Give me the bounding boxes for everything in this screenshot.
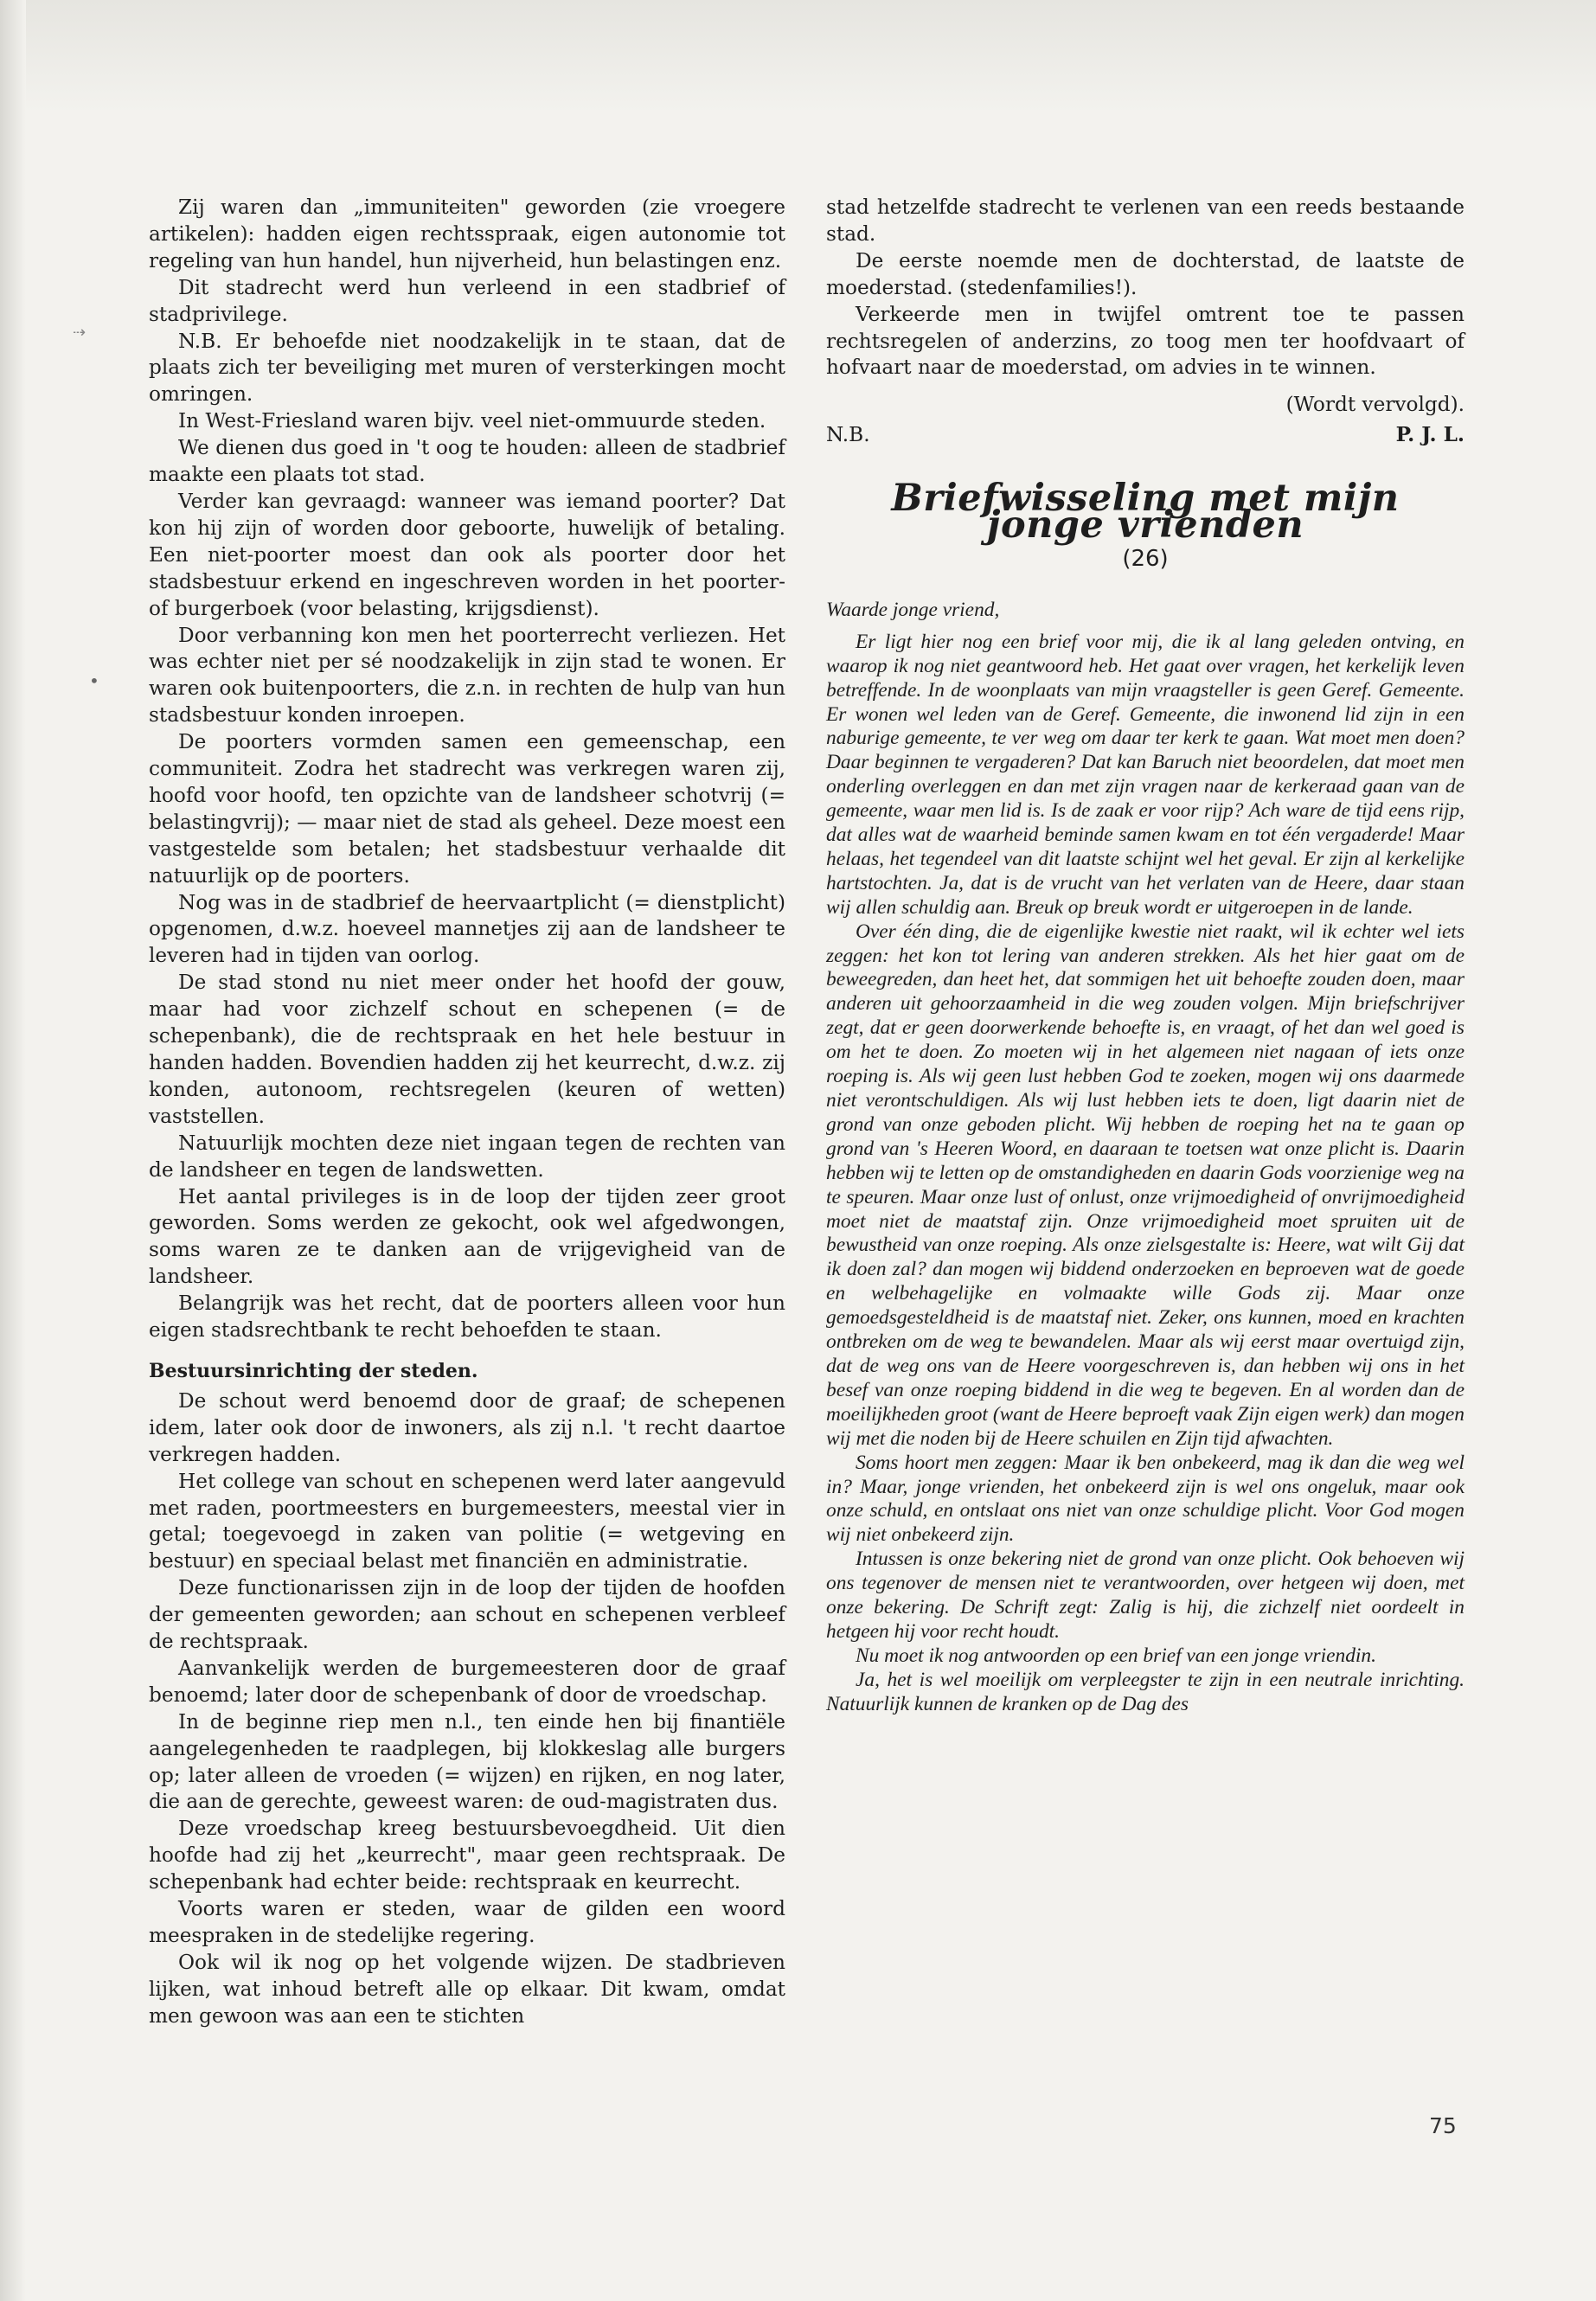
- page-left-shadow: [0, 0, 26, 2301]
- body-paragraph: Nog was in de stadbrief de heervaartplicht (= dienstplicht) opgenomen, d.w.z. hoeveel mannetjes zij aan de landsheer te leveren had in tijden van oorlog.: [149, 890, 785, 968]
- margin-arrow-mark: ⇢: [73, 324, 87, 342]
- section-number: (26): [1122, 545, 1169, 572]
- body-paragraph: In de beginne riep men n.l., ten einde hen bij finantiële aangelegenheden te raadplegen, bij klokkeslag alle burgers op; later alleen de vroeden (= wijzen) en rijken, en nog later, die aan de gerechte, geweest waren: de oud-magistraten dus.: [149, 1709, 785, 1814]
- body-paragraph: stad hetzelfde stadrecht te verlenen van een reeds bestaande stad.: [826, 195, 1465, 246]
- letter-paragraph: Soms hoort men zeggen: Maar ik ben onbekeerd, mag ik dan die weg wel in? Maar, jonge vrienden, het onbekeerd zijn is wel ons ongeluk, maar ook onze schuld, en ontslaat ons niet van onze schuldige plicht. Voor God mogen wij niet onbekeerd zijn.: [826, 1451, 1465, 1547]
- body-paragraph: Natuurlijk mochten deze niet ingaan tegen de rechten van de landsheer en tegen de landswetten.: [149, 1131, 785, 1182]
- body-paragraph: Verkeerde men in twijfel omtrent toe te passen rechtsregelen of anderzins, zo toog men ter hoofdvaart of hofvaart naar de moederstad, om advies in te winnen.: [826, 302, 1465, 380]
- letter-salutation: Waarde jonge vriend,: [826, 598, 1000, 621]
- signature-line: [826, 422, 1465, 449]
- body-paragraph: De eerste noemde men de dochterstad, de laatste de moederstad. (stedenfamilies!).: [826, 248, 1465, 299]
- right-column: [826, 195, 1465, 1717]
- letter-paragraph: Er ligt hier nog een brief voor mij, die ik al lang geleden ontving, en waarop ik nog niet geantwoord heb. Het gaat over vragen, het kerkelijk leven betreffende. In de woonplaats van mijn vraagsteller is geen Geref. Gemeente. Er wonen wel leden van de Geref. Gemeente, die inwonend lid zijn in een naburige gemeente, te ver weg om daar ter kerk te gaan. Wat moet men doen? Daar beginnen te vergaderen? Dat kan Baruch niet beoordelen, dat moet men onderling overleggen en dan met zijn vragen naar de kerkeraad gaan van de gemeente, waar men lid is. Is de zaak er voor rijp? Ach ware de tijd eens rijp, dat alles wat de waarheid beminde samen kwam en tot één vergaderde! Maar helaas, het tegendeel van dit laatste schijnt wel het geval. Er zijn al kerkelijke hartstochten. Ja, dat is de vrucht van het verlaten van de Heere, daar staan wij allen schuldig aan. Breuk op breuk wordt er uitgeroepen in de lande.: [826, 630, 1465, 919]
- body-paragraph: Voorts waren er steden, waar de gilden een woord meespraken in de stedelijke regering.: [149, 1897, 785, 1947]
- section-subheading: Bestuursinrichting der steden.: [149, 1359, 478, 1382]
- body-paragraph: Dit stadrecht werd hun verleend in een stadbrief of stadprivilege.: [149, 275, 785, 326]
- section-title: Briefwisseling met mijn jonge vrienden: [891, 477, 1400, 548]
- letter-paragraph: Ja, het is wel moeilijk om verpleegster te zijn in een neutrale inrichting. Natuurlijk kunnen de kranken op de Dag des: [826, 1668, 1465, 1715]
- letter-paragraph: Over één ding, die de eigenlijke kwestie niet raakt, wil ik echter wel iets zeggen: het kon tot lering van anderen strekken. Als het hier gaat om de beweegreden, dan heet het, dat sommigen het uit behoefte zouden doen, maar anderen uit gehoorzaamheid in die weg zouden volgen. Mijn briefschrijver zegt, dat er geen doorwerkende behoefte is, en vraagt, of het dan wel goed is om het te doen. Zo moeten wij in het algemeen niet nagaan of iets onze roeping is. Als wij geen lust hebben God te zoeken, mogen wij ons daarmede niet verontschuldigen. Als wij lust hebben iets te doen, ligt daarin niet de grond van onze geboden plicht. Wij hebben de roeping het na te gaan op grond van 's Heeren Woord, en daaraan te toetsen wat onze plicht is. Daarin hebben wij te letten op de omstandigheden en daarin Gods voorzienige weg na te speuren. Maar onze lust of onlust, onze vrijmoedigheid of onvrijmoedigheid moet niet de maatstaf zijn. Onze vrijmoedigheid moet spruiten uit de bewustheid van onze roeping. Als onze zielsgestalte is: Heere, wat wilt Gij dat ik doen zal? dan mogen wij biddend onderzoeken en beproeven wat de goede en welbehagelijke en volmaakte wille Gods zij. Maar onze gemoedsgesteldheid is de maatstaf niet. Zeker, ons kunnen, moed en krachten ontbreken om de weg te bewandelen. Maar als wij eerst maar overtuigd zijn, dat de weg ons van de Heere voorgeschreven is, dan hebben wij ons in het besef van onze roeping biddend in die weg te begeven. En al worden dan de moeilijkheden groot (want de Heere beproeft vaak Zijn eigen werk) dan mogen wij met die noden bij de Heere schuilen en Zijn tijd afwachten.: [826, 920, 1465, 1450]
- body-paragraph: In West-Friesland waren bijv. veel niet-ommuurde steden.: [178, 409, 766, 433]
- left-column: [149, 195, 785, 2030]
- letter-paragraph: Nu moet ik nog antwoorden op een brief van een jonge vriendin.: [856, 1644, 1376, 1667]
- body-paragraph: De schout werd benoemd door de graaf; de schepenen idem, later ook door de inwoners, als zij n.l. 't recht daartoe verkregen hadden.: [149, 1388, 785, 1466]
- body-paragraph: Aanvankelijk werden de burgemeesteren door de graaf benoemd; later door de schepenbank of door de vroedschap.: [149, 1656, 785, 1707]
- body-paragraph: Zij waren dan „immuniteiten" geworden (zie vroegere artikelen): hadden eigen rechtsspraak, eigen autonomie tot regeling van hun handel, hun nijverheid, hun belastingen enz.: [149, 195, 785, 272]
- body-paragraph: De poorters vormden samen een gemeenschap, een communiteit. Zodra het stadrecht was verkregen waren zij, hoofd voor hoofd, ten opzichte van de landsheer schotvrij (= belastingvrij); — maar niet de stad als geheel. Deze moest een vastgestelde som betalen; het stadsbestuur verhaalde dit natuurlijk op de poorters.: [149, 730, 785, 888]
- body-paragraph: N.B. Er behoefde niet noodzakelijk in te staan, dat de plaats zich ter beveiliging met muren of versterkingen mocht omringen.: [149, 329, 785, 407]
- body-paragraph: Deze functionarissen zijn in de loop der tijden de hoofden der gemeenten geworden; aan schout en schepenen verbleef de rechtspraak.: [149, 1576, 785, 1654]
- body-paragraph: Deze vroedschap kreeg bestuursbevoegdheid. Uit dien hoofde had zij het „keurrecht", maar geen rechtspraak. De schepenbank had echter beide: rechtspraak en keurrecht.: [149, 1817, 785, 1894]
- body-paragraph: Ook wil ik nog op het volgende wijzen. De stadbrieven lijken, wat inhoud betreft alle op elkaar. Dit kwam, omdat men gewoon was aan een te stichten: [149, 1950, 785, 2028]
- body-paragraph: Het aantal privileges is in de loop der tijden zeer groot geworden. Soms werden ze gekocht, ook wel afgedwongen, soms waren ze te danken aan de vrijgevigheid van de landsheer.: [149, 1184, 785, 1289]
- page-top-shadow: [0, 0, 1596, 112]
- body-paragraph: De stad stond nu niet meer onder het hoofd der gouw, maar had voor zichzelf schout en schepenen (= de schepenbank), die de rechtspraak en het hele bestuur in handen hadden. Bovendien hadden zij het keurrecht, d.w.z. zij konden, autonoom, rechtsregelen (keuren of wetten) vaststellen.: [149, 971, 785, 1128]
- margin-dot-mark: •: [89, 670, 99, 691]
- to-be-continued: (Wordt vervolgd).: [1285, 393, 1465, 417]
- letter-paragraph: Intussen is onze bekering niet de grond van onze plicht. Ook behoeven wij ons tegenover de mensen niet te verantwoorden, over hetgeen wij doen, met onze bekering. De Schrift zegt: Zalig is hij, die zichzelf niet oordeelt in hetgeen hij voor recht houdt.: [826, 1548, 1465, 1643]
- page-number: 75: [1429, 2113, 1457, 2138]
- nb-label: N.B.: [826, 423, 870, 447]
- body-paragraph: We dienen dus goed in 't oog te houden: alleen de stadbrief maakte een plaats tot stad.: [149, 436, 785, 487]
- author-initials: P. J. L.: [1395, 423, 1465, 447]
- body-paragraph: Het college van schout en schepenen werd later aangevuld met raden, poortmeesters en burgemeesters, meestal vier in getal; toegevoegd in zaken van politie (= wetgeving en bestuur) en speciaal belast met financiën en administratie.: [149, 1469, 785, 1574]
- body-paragraph: Verder kan gevraagd: wanneer was iemand poorter? Dat kon hij zijn of worden door geboorte, huwelijk of betaling. Een niet-poorter moest dan ook als poorter door het stadsbestuur erkend en ingeschreven worden in het poorter- of burgerboek (voor belasting, krijgsdienst).: [149, 489, 785, 620]
- body-paragraph: Belangrijk was het recht, dat de poorters alleen voor hun eigen stadsrechtbank te recht behoefden te staan.: [149, 1292, 785, 1343]
- body-paragraph: Door verbanning kon men het poorterrecht verliezen. Het was echter niet per sé noodzakelijk in zijn stad te wonen. Er waren ook buitenpoorters, die z.n. in rechten de hulp van hun stadsbestuur konden inroepen.: [149, 623, 785, 727]
